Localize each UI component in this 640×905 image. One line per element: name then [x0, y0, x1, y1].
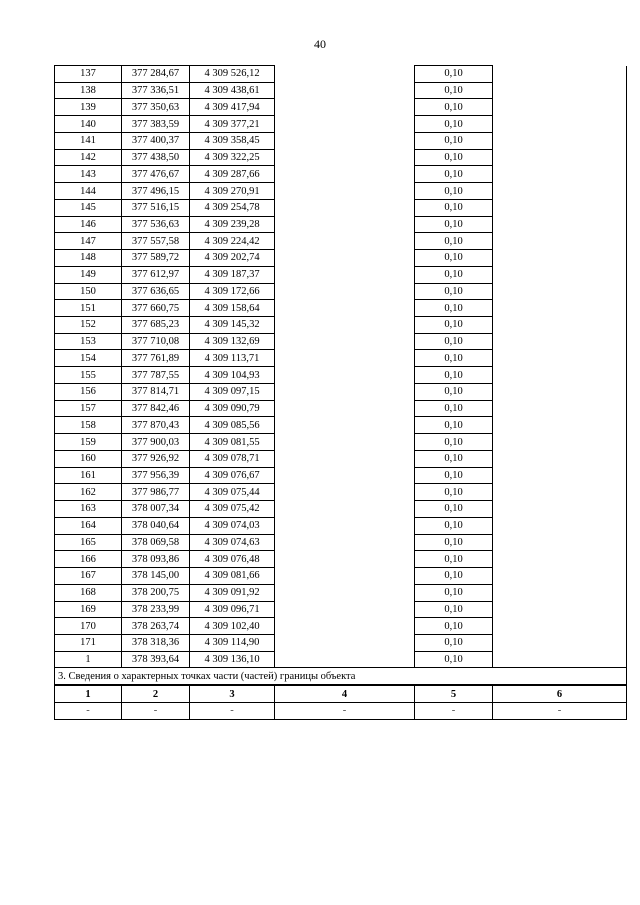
cell-empty [493, 300, 627, 317]
column-header: 5 [415, 685, 493, 702]
cell-accuracy: 0,10 [415, 618, 493, 635]
table-row [55, 367, 627, 384]
cell-point-number: 157 [55, 400, 122, 417]
cell-accuracy: 0,10 [415, 400, 493, 417]
cell-x-coordinate: 377 870,43 [122, 417, 190, 434]
table-row [55, 82, 627, 99]
cell-empty [275, 99, 415, 116]
cell-y-coordinate: 4 309 104,93 [190, 367, 275, 384]
cell-x-coordinate: 377 536,63 [122, 216, 190, 233]
table-row [55, 634, 627, 651]
cell-point-number: 171 [55, 634, 122, 651]
cell-accuracy: 0,10 [415, 233, 493, 250]
cell-accuracy: 0,10 [415, 283, 493, 300]
cell-empty [275, 601, 415, 618]
cell-y-coordinate: 4 309 102,40 [190, 618, 275, 635]
cell-y-coordinate: 4 309 239,28 [190, 216, 275, 233]
cell-x-coordinate: 378 145,00 [122, 568, 190, 585]
coordinates-table [54, 65, 627, 720]
cell-x-coordinate: 377 900,03 [122, 434, 190, 451]
cell-y-coordinate: 4 309 074,63 [190, 534, 275, 551]
table-row [55, 534, 627, 551]
cell-point-number: 149 [55, 266, 122, 283]
cell-empty [493, 584, 627, 601]
cell-accuracy: 0,10 [415, 132, 493, 149]
table-row [55, 434, 627, 451]
cell-empty [493, 450, 627, 467]
cell-x-coordinate: 377 685,23 [122, 317, 190, 334]
cell-empty [493, 350, 627, 367]
cell-empty [493, 216, 627, 233]
section-3-header-row [55, 685, 627, 702]
cell-empty [275, 317, 415, 334]
cell-point-number: 147 [55, 233, 122, 250]
table-row [55, 333, 627, 350]
cell-accuracy: 0,10 [415, 199, 493, 216]
cell-empty [275, 166, 415, 183]
cell-accuracy: 0,10 [415, 333, 493, 350]
cell-y-coordinate: 4 309 075,44 [190, 484, 275, 501]
table-row [55, 450, 627, 467]
table-row [55, 266, 627, 283]
cell-empty [275, 618, 415, 635]
cell-y-coordinate: 4 309 417,94 [190, 99, 275, 116]
cell-empty [493, 383, 627, 400]
cell-empty [275, 450, 415, 467]
cell-accuracy: 0,10 [415, 317, 493, 334]
cell-y-coordinate: 4 309 085,56 [190, 417, 275, 434]
table-row [55, 417, 627, 434]
cell-x-coordinate: 377 284,67 [122, 66, 190, 83]
cell-x-coordinate: 377 986,77 [122, 484, 190, 501]
cell-accuracy: 0,10 [415, 99, 493, 116]
cell-point-number: 165 [55, 534, 122, 551]
cell-point-number: 160 [55, 450, 122, 467]
cell-point-number: 169 [55, 601, 122, 618]
cell-x-coordinate: 377 710,08 [122, 333, 190, 350]
cell-x-coordinate: 377 438,50 [122, 149, 190, 166]
table-row [55, 618, 627, 635]
cell-y-coordinate: 4 309 078,71 [190, 450, 275, 467]
table-row [55, 584, 627, 601]
table-row [55, 99, 627, 116]
table-row [55, 568, 627, 585]
cell-y-coordinate: 4 309 322,25 [190, 149, 275, 166]
cell-empty [493, 183, 627, 200]
cell-empty [275, 484, 415, 501]
cell-point-number: 141 [55, 132, 122, 149]
cell-y-coordinate: 4 309 081,66 [190, 568, 275, 585]
cell-point-number: 143 [55, 166, 122, 183]
cell-accuracy: 0,10 [415, 534, 493, 551]
table-row [55, 66, 627, 83]
cell-y-coordinate: 4 309 090,79 [190, 400, 275, 417]
cell-x-coordinate: 377 516,15 [122, 199, 190, 216]
cell-y-coordinate: 4 309 172,66 [190, 283, 275, 300]
cell-accuracy: 0,10 [415, 66, 493, 83]
cell-x-coordinate: 377 926,92 [122, 450, 190, 467]
column-header: 3 [190, 685, 275, 702]
section-3-title-row [55, 668, 627, 685]
cell-empty [493, 551, 627, 568]
cell-y-coordinate: 4 309 113,71 [190, 350, 275, 367]
table-row [55, 132, 627, 149]
table-row [55, 484, 627, 501]
cell-accuracy: 0,10 [415, 266, 493, 283]
cell-empty [493, 317, 627, 334]
cell-empty [275, 283, 415, 300]
cell-accuracy: 0,10 [415, 601, 493, 618]
cell-accuracy: 0,10 [415, 484, 493, 501]
table-row [55, 601, 627, 618]
cell-accuracy: 0,10 [415, 450, 493, 467]
cell-point-number: 158 [55, 417, 122, 434]
cell-x-coordinate: 377 814,71 [122, 383, 190, 400]
cell-x-coordinate: 378 007,34 [122, 501, 190, 518]
cell-empty [275, 651, 415, 668]
cell-y-coordinate: 4 309 076,48 [190, 551, 275, 568]
dash-cell: - [122, 702, 190, 719]
cell-empty [493, 266, 627, 283]
cell-accuracy: 0,10 [415, 584, 493, 601]
cell-empty [275, 82, 415, 99]
cell-y-coordinate: 4 309 187,37 [190, 266, 275, 283]
cell-y-coordinate: 4 309 096,71 [190, 601, 275, 618]
cell-empty [275, 116, 415, 133]
cell-point-number: 148 [55, 250, 122, 267]
cell-point-number: 156 [55, 383, 122, 400]
cell-y-coordinate: 4 309 091,92 [190, 584, 275, 601]
table-row [55, 501, 627, 518]
cell-empty [493, 467, 627, 484]
cell-y-coordinate: 4 309 076,67 [190, 467, 275, 484]
cell-y-coordinate: 4 309 358,45 [190, 132, 275, 149]
cell-empty [275, 568, 415, 585]
cell-empty [275, 434, 415, 451]
section-3-title: 3. Сведения о характерных точках части (частей) границы объекта [55, 668, 627, 685]
cell-point-number: 162 [55, 484, 122, 501]
cell-point-number: 154 [55, 350, 122, 367]
cell-empty [275, 132, 415, 149]
cell-empty [275, 300, 415, 317]
cell-empty [275, 534, 415, 551]
dash-cell: - [493, 702, 627, 719]
cell-point-number: 146 [55, 216, 122, 233]
cell-point-number: 142 [55, 149, 122, 166]
cell-empty [275, 383, 415, 400]
cell-empty [493, 250, 627, 267]
cell-accuracy: 0,10 [415, 350, 493, 367]
cell-empty [493, 400, 627, 417]
table-row [55, 116, 627, 133]
cell-empty [275, 367, 415, 384]
cell-point-number: 140 [55, 116, 122, 133]
cell-empty [275, 517, 415, 534]
cell-x-coordinate: 377 787,55 [122, 367, 190, 384]
cell-x-coordinate: 378 233,99 [122, 601, 190, 618]
cell-empty [493, 568, 627, 585]
cell-accuracy: 0,10 [415, 634, 493, 651]
cell-x-coordinate: 377 612,97 [122, 266, 190, 283]
cell-x-coordinate: 377 496,15 [122, 183, 190, 200]
cell-empty [275, 551, 415, 568]
cell-point-number: 167 [55, 568, 122, 585]
table-row [55, 350, 627, 367]
cell-point-number: 152 [55, 317, 122, 334]
cell-empty [275, 417, 415, 434]
cell-y-coordinate: 4 309 438,61 [190, 82, 275, 99]
cell-accuracy: 0,10 [415, 367, 493, 384]
cell-empty [275, 333, 415, 350]
cell-empty [275, 149, 415, 166]
table-row [55, 166, 627, 183]
cell-y-coordinate: 4 309 158,64 [190, 300, 275, 317]
column-header: 4 [275, 685, 415, 702]
cell-x-coordinate: 378 200,75 [122, 584, 190, 601]
cell-point-number: 170 [55, 618, 122, 635]
cell-accuracy: 0,10 [415, 551, 493, 568]
cell-accuracy: 0,10 [415, 300, 493, 317]
cell-x-coordinate: 378 393,64 [122, 651, 190, 668]
cell-x-coordinate: 378 263,74 [122, 618, 190, 635]
cell-accuracy: 0,10 [415, 82, 493, 99]
cell-empty [493, 132, 627, 149]
cell-point-number: 155 [55, 367, 122, 384]
cell-accuracy: 0,10 [415, 651, 493, 668]
cell-empty [493, 199, 627, 216]
cell-empty [275, 66, 415, 83]
cell-empty [493, 116, 627, 133]
cell-y-coordinate: 4 309 526,12 [190, 66, 275, 83]
cell-accuracy: 0,10 [415, 250, 493, 267]
table-row [55, 551, 627, 568]
cell-point-number: 153 [55, 333, 122, 350]
cell-empty [493, 601, 627, 618]
cell-x-coordinate: 377 400,37 [122, 132, 190, 149]
cell-accuracy: 0,10 [415, 149, 493, 166]
cell-empty [275, 584, 415, 601]
cell-accuracy: 0,10 [415, 183, 493, 200]
cell-x-coordinate: 378 040,64 [122, 517, 190, 534]
cell-empty [275, 634, 415, 651]
cell-x-coordinate: 378 318,36 [122, 634, 190, 651]
table-row [55, 651, 627, 668]
cell-y-coordinate: 4 309 132,69 [190, 333, 275, 350]
cell-y-coordinate: 4 309 097,15 [190, 383, 275, 400]
cell-empty [275, 467, 415, 484]
dash-cell: - [415, 702, 493, 719]
cell-accuracy: 0,10 [415, 467, 493, 484]
cell-point-number: 168 [55, 584, 122, 601]
table-row [55, 317, 627, 334]
cell-empty [275, 501, 415, 518]
table-row [55, 216, 627, 233]
column-header: 6 [493, 685, 627, 702]
cell-empty [493, 618, 627, 635]
cell-x-coordinate: 377 350,63 [122, 99, 190, 116]
cell-empty [275, 216, 415, 233]
cell-accuracy: 0,10 [415, 568, 493, 585]
cell-accuracy: 0,10 [415, 517, 493, 534]
cell-point-number: 163 [55, 501, 122, 518]
table-row [55, 383, 627, 400]
table-row [55, 149, 627, 166]
column-header: 2 [122, 685, 190, 702]
cell-empty [493, 333, 627, 350]
cell-point-number: 150 [55, 283, 122, 300]
cell-point-number: 137 [55, 66, 122, 83]
cell-accuracy: 0,10 [415, 116, 493, 133]
cell-accuracy: 0,10 [415, 383, 493, 400]
cell-empty [275, 350, 415, 367]
column-header: 1 [55, 685, 122, 702]
cell-accuracy: 0,10 [415, 434, 493, 451]
cell-y-coordinate: 4 309 081,55 [190, 434, 275, 451]
cell-empty [493, 417, 627, 434]
table-row [55, 233, 627, 250]
cell-empty [275, 266, 415, 283]
cell-point-number: 139 [55, 99, 122, 116]
dash-cell: - [190, 702, 275, 719]
cell-y-coordinate: 4 309 136,10 [190, 651, 275, 668]
cell-y-coordinate: 4 309 287,66 [190, 166, 275, 183]
section-3-dash-row [55, 702, 627, 719]
cell-y-coordinate: 4 309 377,21 [190, 116, 275, 133]
cell-point-number: 159 [55, 434, 122, 451]
cell-empty [493, 166, 627, 183]
cell-y-coordinate: 4 309 145,32 [190, 317, 275, 334]
table-row [55, 250, 627, 267]
cell-empty [493, 233, 627, 250]
cell-empty [493, 66, 627, 83]
cell-empty [275, 199, 415, 216]
table-row [55, 400, 627, 417]
cell-x-coordinate: 377 660,75 [122, 300, 190, 317]
cell-empty [493, 634, 627, 651]
cell-point-number: 166 [55, 551, 122, 568]
cell-x-coordinate: 377 842,46 [122, 400, 190, 417]
cell-point-number: 151 [55, 300, 122, 317]
cell-empty [493, 149, 627, 166]
cell-x-coordinate: 377 557,58 [122, 233, 190, 250]
cell-empty [493, 283, 627, 300]
cell-empty [493, 517, 627, 534]
cell-empty [275, 183, 415, 200]
cell-point-number: 1 [55, 651, 122, 668]
cell-empty [275, 250, 415, 267]
cell-y-coordinate: 4 309 224,42 [190, 233, 275, 250]
cell-x-coordinate: 378 069,58 [122, 534, 190, 551]
cell-empty [493, 484, 627, 501]
cell-accuracy: 0,10 [415, 501, 493, 518]
cell-point-number: 144 [55, 183, 122, 200]
cell-x-coordinate: 377 383,59 [122, 116, 190, 133]
cell-x-coordinate: 377 476,67 [122, 166, 190, 183]
table-row [55, 517, 627, 534]
page-number: 40 [314, 37, 326, 51]
table-row [55, 300, 627, 317]
cell-accuracy: 0,10 [415, 166, 493, 183]
cell-y-coordinate: 4 309 202,74 [190, 250, 275, 267]
table-row [55, 199, 627, 216]
cell-x-coordinate: 378 093,86 [122, 551, 190, 568]
cell-x-coordinate: 377 336,51 [122, 82, 190, 99]
cell-empty [275, 400, 415, 417]
cell-y-coordinate: 4 309 270,91 [190, 183, 275, 200]
cell-point-number: 164 [55, 517, 122, 534]
cell-empty [493, 99, 627, 116]
table-row [55, 467, 627, 484]
cell-empty [493, 434, 627, 451]
cell-empty [493, 367, 627, 384]
cell-y-coordinate: 4 309 254,78 [190, 199, 275, 216]
cell-empty [493, 82, 627, 99]
cell-accuracy: 0,10 [415, 417, 493, 434]
cell-x-coordinate: 377 589,72 [122, 250, 190, 267]
cell-y-coordinate: 4 309 114,90 [190, 634, 275, 651]
cell-empty [493, 534, 627, 551]
cell-accuracy: 0,10 [415, 216, 493, 233]
cell-y-coordinate: 4 309 075,42 [190, 501, 275, 518]
cell-x-coordinate: 377 636,65 [122, 283, 190, 300]
cell-empty [275, 233, 415, 250]
cell-empty [493, 501, 627, 518]
cell-point-number: 145 [55, 199, 122, 216]
cell-x-coordinate: 377 956,39 [122, 467, 190, 484]
table-row [55, 283, 627, 300]
cell-x-coordinate: 377 761,89 [122, 350, 190, 367]
dash-cell: - [275, 702, 415, 719]
cell-y-coordinate: 4 309 074,03 [190, 517, 275, 534]
cell-point-number: 138 [55, 82, 122, 99]
cell-point-number: 161 [55, 467, 122, 484]
cell-empty [493, 651, 627, 668]
dash-cell: - [55, 702, 122, 719]
table-row [55, 183, 627, 200]
